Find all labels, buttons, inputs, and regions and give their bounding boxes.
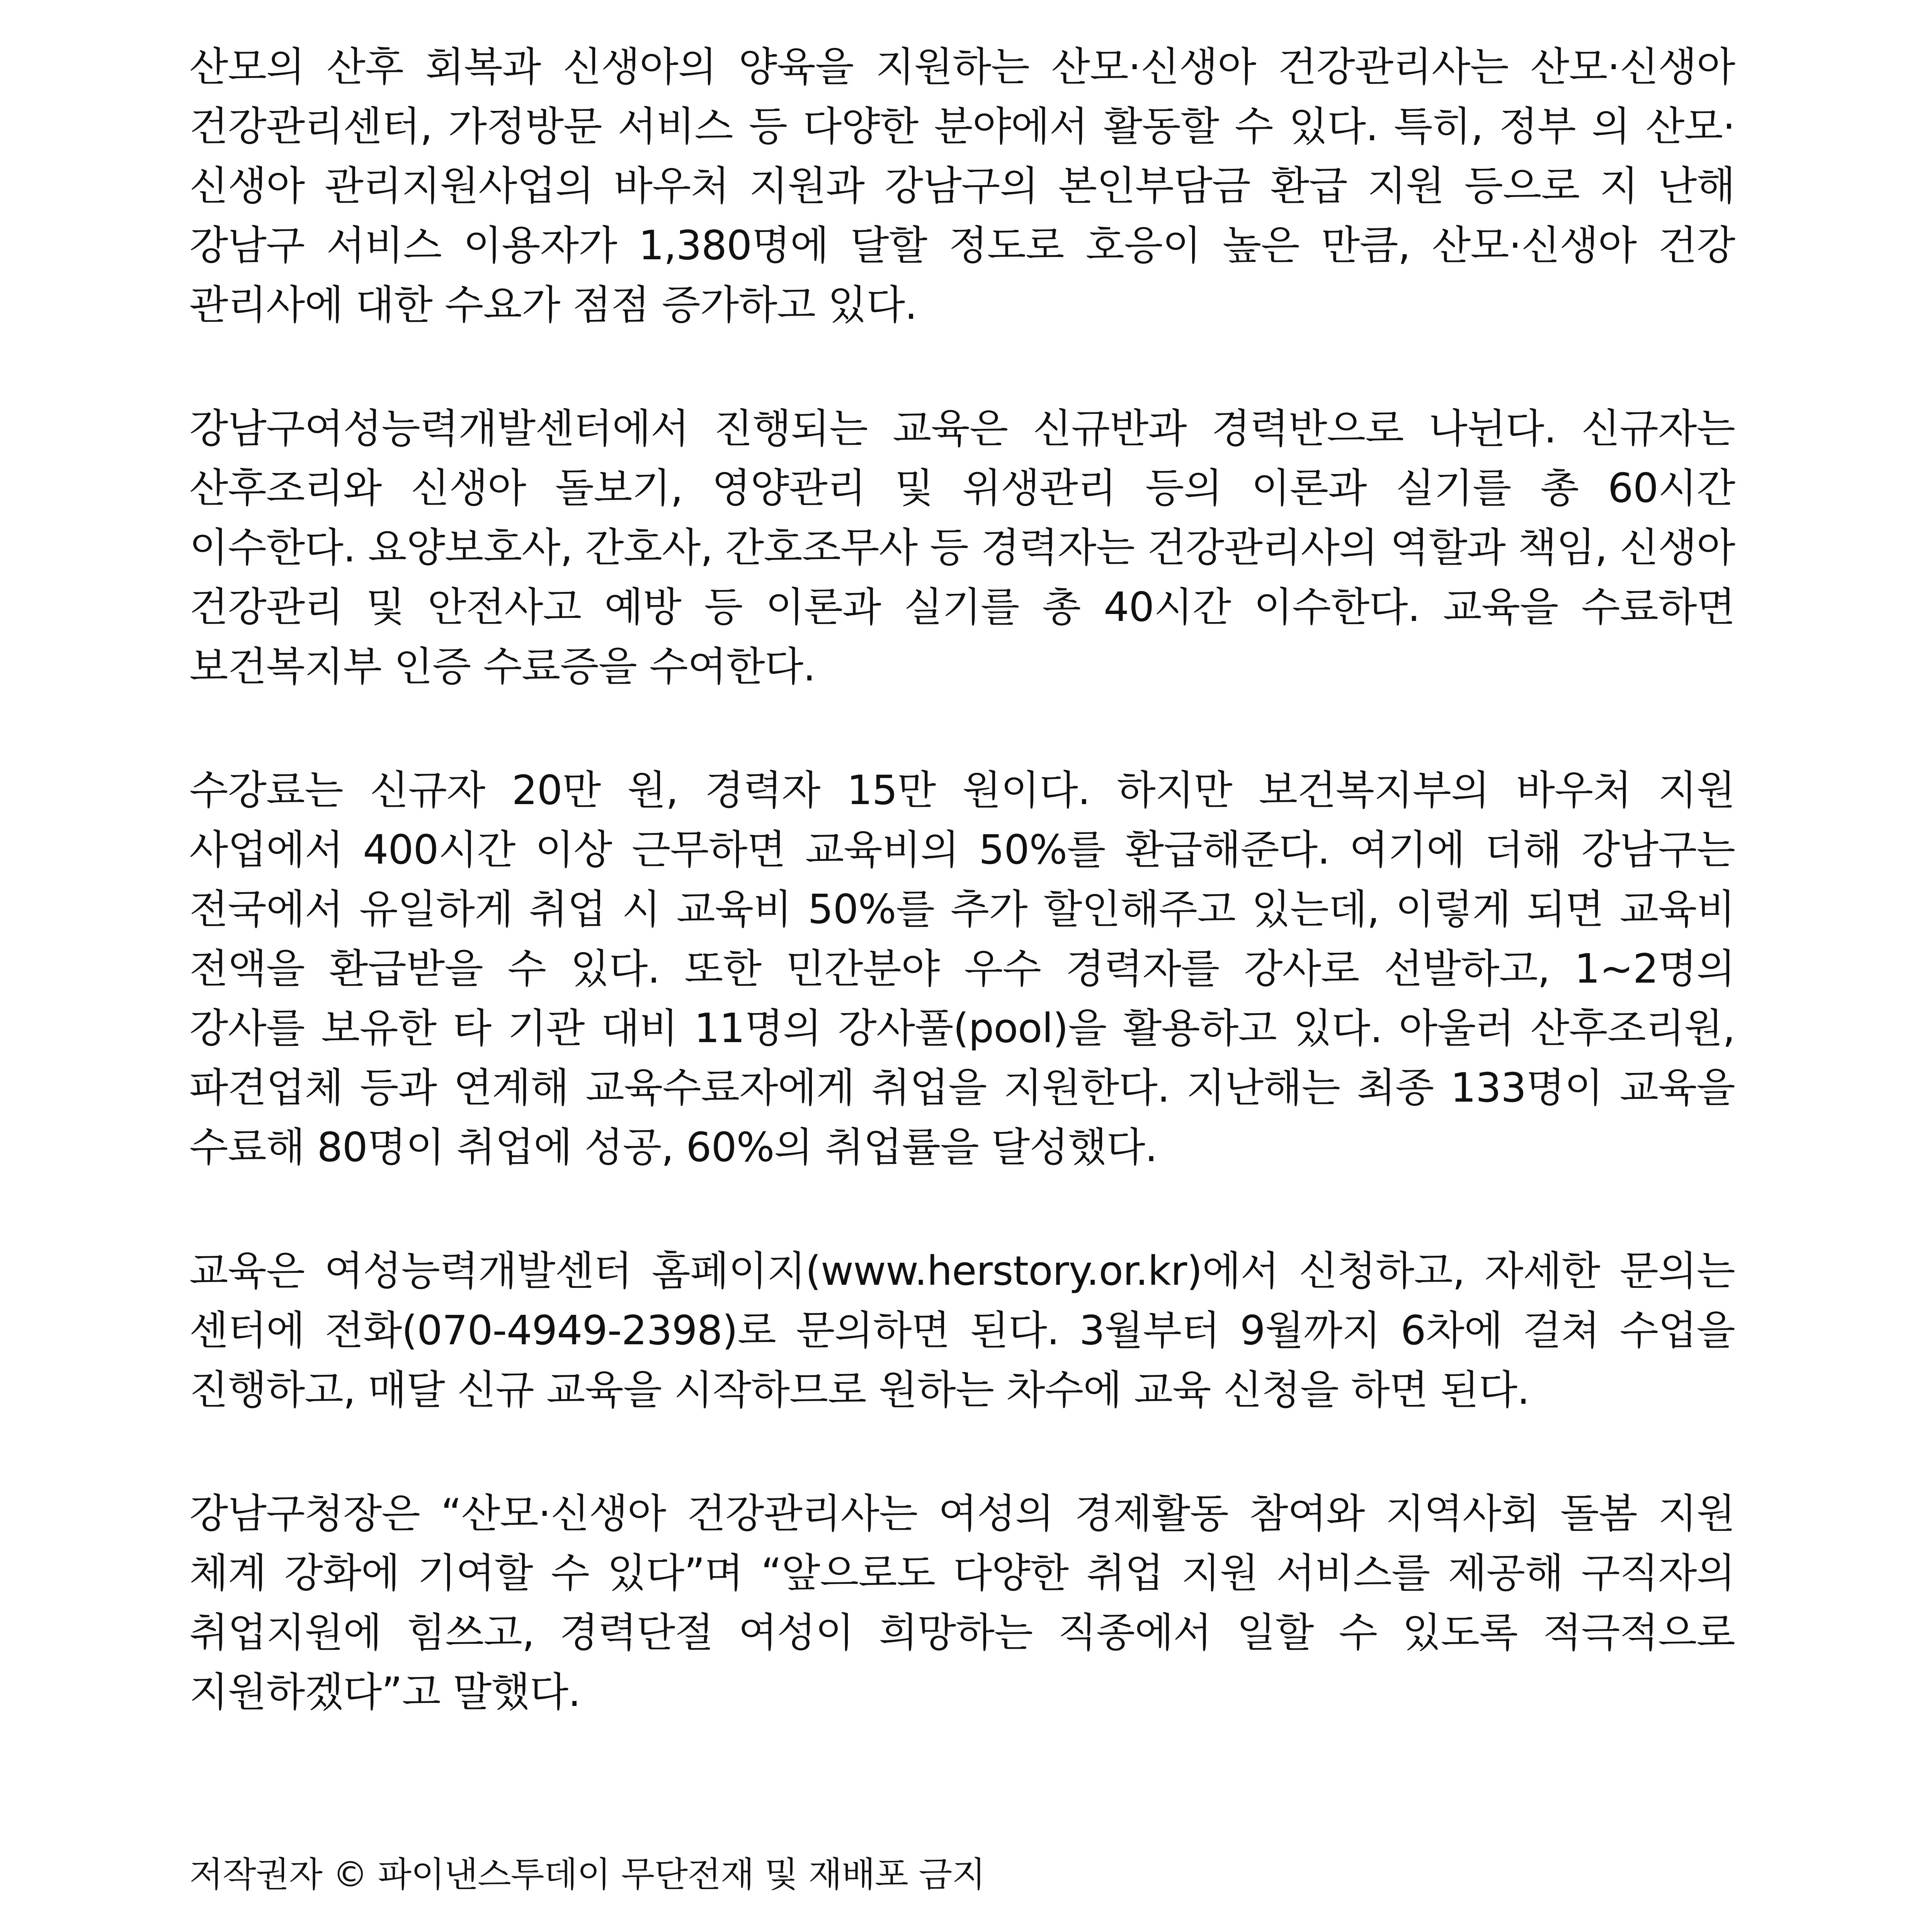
article-paragraph-1: 산모의 산후 회복과 신생아의 양육을 지원하는 산모·신생아 건강관리사는 산모·신생아 건강관리센터, 가정방문 서비스 등 다양한 분야에서 활동할 수 있다. 특히, 정부 의 산모·신생아 관리지원사업의 바우처 지원과 강남구의 본인부담금 환급 지원 등으로 지 난해 강남구 서비스 이용자가 1,380명에 달할 정도로 호응이 높은 만큼, 산모·신생아 건강 관리사에 대한 수요가 점점 증가하고 있다. — [189, 43, 1735, 328]
article-paragraph-3: 수강료는 신규자 20만 원, 경력자 15만 원이다. 하지만 보건복지부의 바우처 지원 사업에서 400시간 이상 근무하면 교육비의 50%를 환급해준다. 여기에 더해 강남구는 전국에서 유일하게 취업 시 교육비 50%를 추가 할인해주고 있는데, 이렇게 되면 교육비 전액을 환급받을 수 있다. 또한 민간분야 우수 경력자를 강사로 선발하고, 1~2명의 강사를 보유한 타 기관 대비 11명의 강사풀(pool)을 활용하고 있다. 아울러 산후조리원, 파견업체 등과 연계해 교육수료자에게 취업을 지원한다. 지난해는 최종 133명이 교육을 수료해 80명이 취업에 성공, 60%의 취업률을 달성했다. — [189, 767, 1735, 1171]
article-paragraph-2: 강남구여성능력개발센터에서 진행되는 교육은 신규반과 경력반으로 나뉜다. 신규자는 산후조리와 신생아 돌보기, 영양관리 및 위생관리 등의 이론과 실기를 총 60시간 이수한다. 요양보호사, 간호사, 간호조무사 등 경력자는 건강관리사의 역할과 책임, 신생아 건강관리 및 안전사고 예방 등 이론과 실기를 총 40시간 이수한다. 교육을 수료하면 보건복지부 인증 수료증을 수여한다. — [189, 405, 1735, 690]
article-paragraph-5: 강남구청장은 “산모·신생아 건강관리사는 여성의 경제활동 참여와 지역사회 돌봄 지원 체계 강화에 기여할 수 있다”며 “앞으로도 다양한 취업 지원 서비스를 제공해 구직자의 취업지원에 힘쓰고, 경력단절 여성이 희망하는 직종에서 일할 수 있도록 적극적으로 지원하겠다”고 말했다. — [189, 1490, 1735, 1716]
article-body — [189, 37, 1735, 1786]
copyright-notice: 저작권자 © 파이낸스투데이 무단전재 및 재배포 금지 — [189, 1854, 985, 1895]
article-paragraph-4: 교육은 여성능력개발센터 홈페이지(www.herstory.or.kr)에서 신청하고, 자세한 문의는 센터에 전화(070-4949-2398)로 문의하면 된다. 3월부터 9월까지 6차에 걸쳐 수업을 진행하고, 매달 신규 교육을 시작하므로 원하는 차수에 교육 신청을 하면 된다. — [189, 1247, 1735, 1413]
